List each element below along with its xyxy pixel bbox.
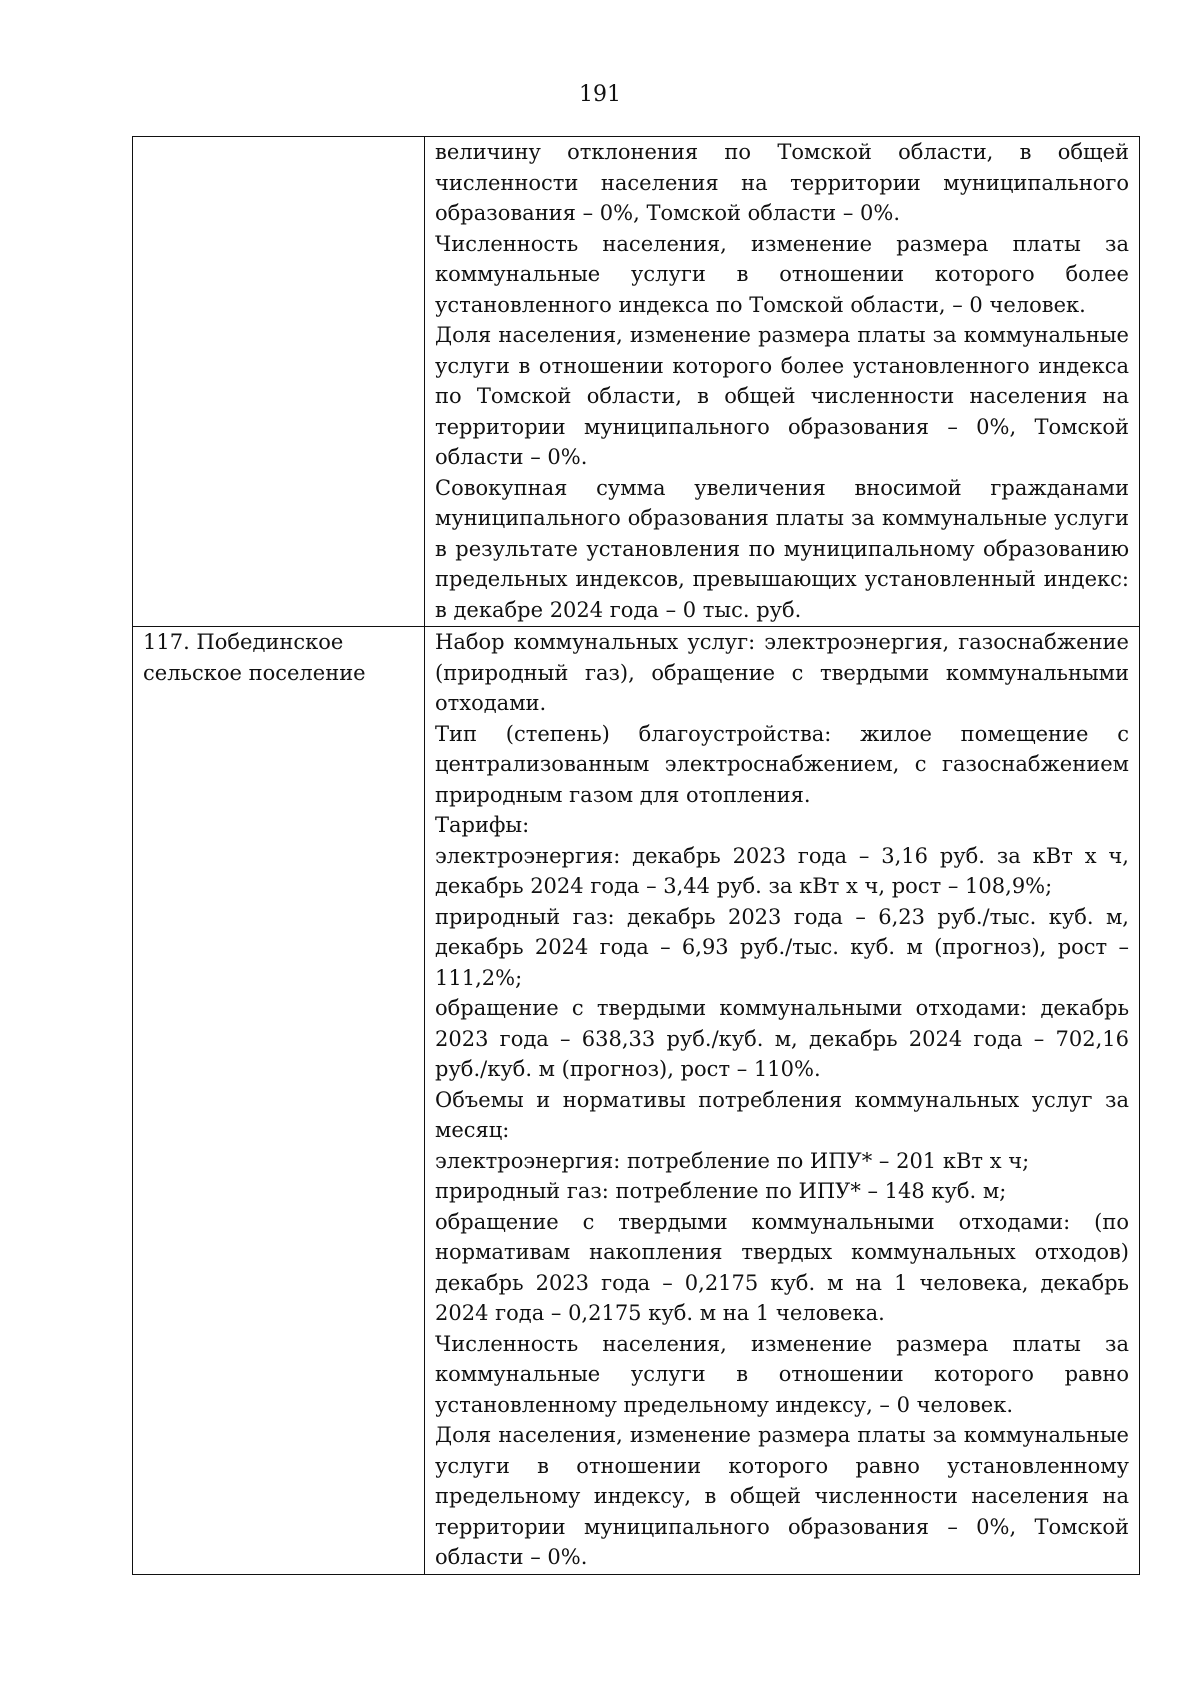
paragraph: Тип (степень) благоустройства: жилое помещение с централизованным электроснабжением, с газоснабжением природным газом для отопления.: [435, 721, 1129, 807]
paragraph: природный газ: потребление по ИПУ* – 148 куб. м;: [435, 1179, 1007, 1203]
paragraph: Численность населения, изменение размера платы за коммунальные услуги в отношении которого равно установленному предельному индексу, – 0 человек.: [435, 1331, 1129, 1417]
paragraph: электроэнергия: декабрь 2023 года – 3,16 руб. за кВт х ч, декабрь 2024 года – 3,44 руб. за кВт х ч, рост – 108,9%;: [435, 843, 1129, 898]
paragraph: Доля населения, изменение размера платы за коммунальные услуги в отношении которого более установленного индекса по Томской области, в общей численности населения на территории муниципального образования – 0%, Томской области – 0%.: [435, 323, 1129, 469]
paragraph: Доля населения, изменение размера платы за коммунальные услуги в отношении которого равно установленному предельному индексу, в общей численности населения на территории муниципального образования – 0%, Томской области – 0%.: [435, 1423, 1129, 1569]
paragraph: обращение с твердыми коммунальными отходами: декабрь 2023 года – 638,33 руб./куб. м, декабрь 2024 года – 702,16 руб./куб. м (прогноз), рост – 110%.: [435, 996, 1129, 1081]
paragraph: Тарифы:: [435, 813, 530, 837]
paragraph: Совокупная сумма увеличения вносимой гражданами муниципального образования платы за коммунальные услуги в результате установления по муниципальному образованию предельных индексов, превышающих установленный индекс: в декабре 2024 года – 0 тыс. руб.: [435, 475, 1129, 622]
document-table: [132, 136, 1140, 1575]
paragraph: Набор коммунальных услуг: электроэнергия, газоснабжение (природный газ), обращение с твердыми коммунальными отходами.: [435, 630, 1129, 715]
municipality-cell: [133, 627, 425, 1575]
paragraph: электроэнергия: потребление по ИПУ* – 201 кВт х ч;: [435, 1148, 1030, 1173]
municipality-cell: [133, 137, 425, 627]
description-cell: [425, 137, 1140, 627]
municipality-name: 117. Побединское сельское поселение: [143, 630, 366, 685]
page-number: 191: [579, 82, 621, 107]
paragraph: величину отклонения по Томской области, в общей численности населения на территории муниципального образования – 0%, Томской области – 0%.: [435, 140, 1129, 225]
paragraph: природный газ: декабрь 2023 года – 6,23 руб./тыс. куб. м, декабрь 2024 года – 6,93 руб./тыс. куб. м (прогноз), рост – 111,2%;: [435, 904, 1129, 990]
paragraph: Объемы и нормативы потребления коммунальных услуг за месяц:: [435, 1087, 1129, 1142]
paragraph: обращение с твердыми коммунальными отходами: (по нормативам накопления твердых коммунальных отходов) декабрь 2023 года – 0,2175 куб. м на 1 человека, декабрь 2024 года – 0,2175 куб. м на 1 человека.: [435, 1209, 1129, 1325]
table-row: [133, 137, 1140, 627]
table-row: [133, 627, 1140, 1575]
paragraph: Численность населения, изменение размера платы за коммунальные услуги в отношении которого более установленного индекса по Томской области, – 0 человек.: [435, 231, 1129, 317]
description-cell: [425, 627, 1140, 1575]
